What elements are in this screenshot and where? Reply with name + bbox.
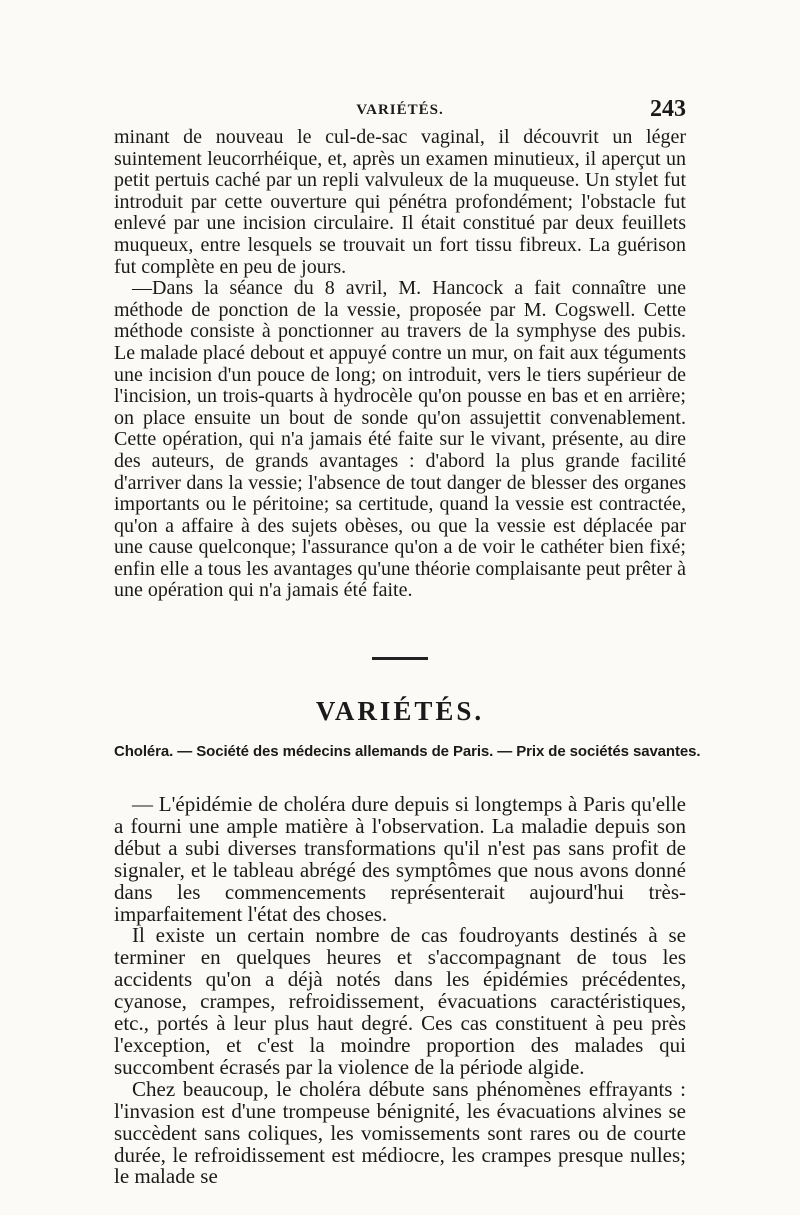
continued-text — [114, 127, 686, 602]
paragraph: — L'épidémie de choléra dure depuis si longtemps à Paris qu'elle a fourni une ample matière à l'observation. La maladie depuis son début a subi diverses transformations qu'il n'est pas sans profit de signaler, et le tableau abrégé des symptômes que nous avons donné dans les commencements représenterait aujourd'hui très-imparfaitement l'état des choses. — [114, 792, 686, 926]
page-number: 243 — [650, 96, 686, 122]
paragraph: minant de nouveau le cul-de-sac vaginal, il découvrit un léger suintement leucorrhéique, et, après un examen minutieux, il aperçut un petit pertuis caché par un repli valvuleux de la muqueuse. Un stylet fut introduit par cette ouverture qui pénétra profondément; l'obstacle fut enlevé par une incision circulaire. Il était constitué par deux feuillets muqueux, entre lesquels se trouvait un fort tissu fibreux. La guérison fut complète en peu de jours. — [114, 126, 686, 278]
section-body — [114, 794, 686, 1188]
paragraph: Il existe un certain nombre de cas foudroyants destinés à se terminer en quelques heures et s'accompagnant de tous les accidents qu'on a déjà notés dans les épidémies précédentes, cyanose, crampes, refroidissement, évacuations caractéristiques, etc., portés à leur plus haut degré. Ces cas constituent à peu près l'exception, et c'est la moindre proportion des malades qui succombent écrasés par la violence de la période algide. — [114, 923, 686, 1079]
running-head — [114, 96, 686, 126]
section-divider — [372, 657, 428, 660]
section-subtitle: Choléra. — Société des médecins allemands de Paris. — Prix de sociétés savantes. — [114, 743, 701, 760]
running-title: VARIÉTÉS. — [356, 102, 444, 118]
paragraph: Chez beaucoup, le choléra débute sans phénomènes effrayants : l'invasion est d'une trompeuse bénignité, les évacuations alvines se succèdent sans coliques, les vomissements sont rares ou de courte durée, le refroidissement est médiocre, les crampes presque nulles; le malade se — [114, 1076, 686, 1189]
paragraph: —Dans la séance du 8 avril, M. Hancock a fait connaître une méthode de ponction de la vessie, proposée par M. Cogswell. Cette méthode consiste à ponctionner au travers de la symphyse des pubis. Le malade placé debout et appuyé contre un mur, on fait aux téguments une incision d'un pouce de long; on introduit, vers le tiers supérieur de l'incision, un trois-quarts à hydrocèle qu'on pousse en bas et en arrière; on place ensuite un bout de sonde qu'on assujettit convenablement. Cette opération, qui n'a jamais été faite sur le vivant, présente, au dire des auteurs, de grands avantages : d'abord la plus grande facilité d'arriver dans la vessie; l'absence de tout danger de blesser des organes importants ou le péritoine; sa certitude, quand la vessie est contractée, qu'on a affaire à des sujets obèses, ou que la vessie est déplacée par une cause quelconque; l'assurance qu'on a de voir le cathéter bien fixé; enfin elle a tous les avantages qu'une théorie complaisante peut prêter à une opération qui n'a jamais été faite. — [114, 277, 686, 602]
section-title: VARIÉTÉS. — [315, 696, 485, 726]
